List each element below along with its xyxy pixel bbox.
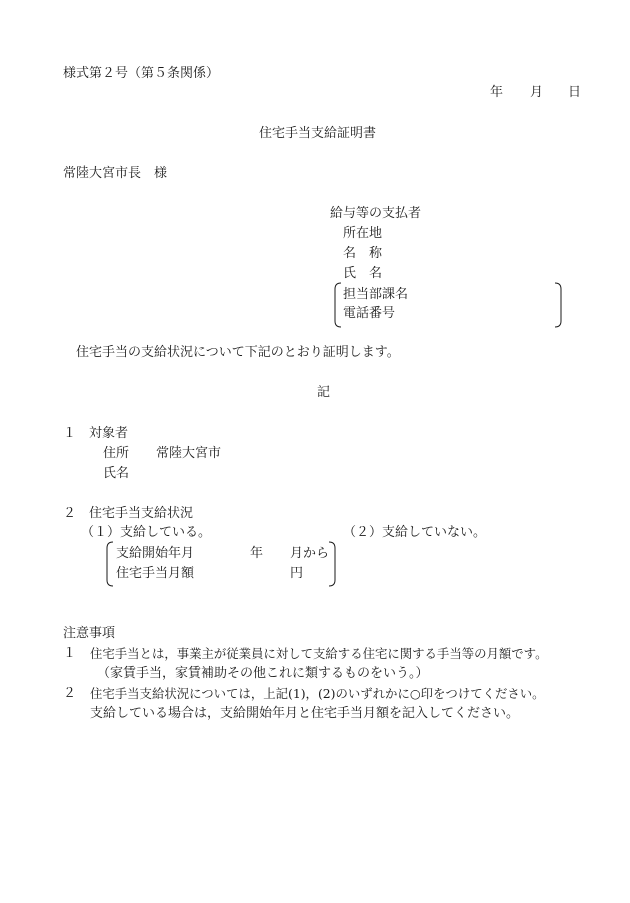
payer-heading: 給与等の支払者 bbox=[330, 206, 422, 221]
note-2-number: ２ bbox=[63, 686, 77, 701]
section2-heading: ２ 住宅手当支給状況 bbox=[63, 506, 194, 521]
start-year-label: 年 bbox=[250, 546, 264, 561]
addressee: 常陸大宮市長 様 bbox=[63, 166, 168, 181]
contact-left-bracket bbox=[333, 282, 343, 328]
subject-address-value: 常陸大宮市 bbox=[156, 446, 222, 461]
date-month-label: 月 bbox=[530, 85, 544, 100]
note-1-text: 住宅手当とは，事業主が従業員に対して支給する住宅に関する手当等の月額です。 bbox=[90, 646, 548, 661]
subject-address-label: 住所 bbox=[103, 446, 130, 461]
note-2-text: 住宅手当支給状況については，上記(1)，(2)のいずれかに○印をつけてください。 bbox=[90, 686, 545, 701]
amount-unit-label: 円 bbox=[290, 566, 304, 581]
payer-department-label: 担当部課名 bbox=[343, 287, 409, 302]
payer-name-label: 名 称 bbox=[343, 246, 383, 261]
form-number: 様式第２号（第５条関係） bbox=[63, 66, 220, 81]
start-month-label: 月から bbox=[290, 546, 330, 561]
payer-phone-label: 電話番号 bbox=[343, 306, 396, 321]
start-date-label: 支給開始年月 bbox=[116, 546, 195, 561]
note-1-number: １ bbox=[63, 646, 77, 661]
payer-person-label: 氏 名 bbox=[343, 266, 383, 281]
date-day-label: 日 bbox=[568, 85, 582, 100]
note-1-subtext: （家賃手当，家賃補助その他これに類するものをいう。） bbox=[97, 666, 429, 681]
document-title: 住宅手当支給証明書 bbox=[259, 126, 377, 141]
section1-heading: １ 対象者 bbox=[63, 426, 129, 441]
contact-right-bracket bbox=[553, 282, 563, 328]
payment-left-bracket bbox=[105, 541, 115, 587]
ki-heading: 記 bbox=[317, 385, 331, 400]
option-paying: （１）支給している。 bbox=[81, 525, 212, 540]
option-not-paying: （２）支給していない。 bbox=[343, 525, 487, 540]
subject-name-label: 氏名 bbox=[103, 466, 130, 481]
date-year-label: 年 bbox=[490, 85, 504, 100]
note-2-subtext: 支給している場合は，支給開始年月と住宅手当月額を記入してください。 bbox=[90, 706, 520, 721]
monthly-amount-label: 住宅手当月額 bbox=[116, 566, 195, 581]
payer-location-label: 所在地 bbox=[343, 226, 383, 241]
intro-text: 住宅手当の支給状況について下記のとおり証明します。 bbox=[76, 345, 400, 360]
payment-right-bracket bbox=[327, 541, 337, 587]
notes-heading: 注意事項 bbox=[63, 626, 116, 641]
